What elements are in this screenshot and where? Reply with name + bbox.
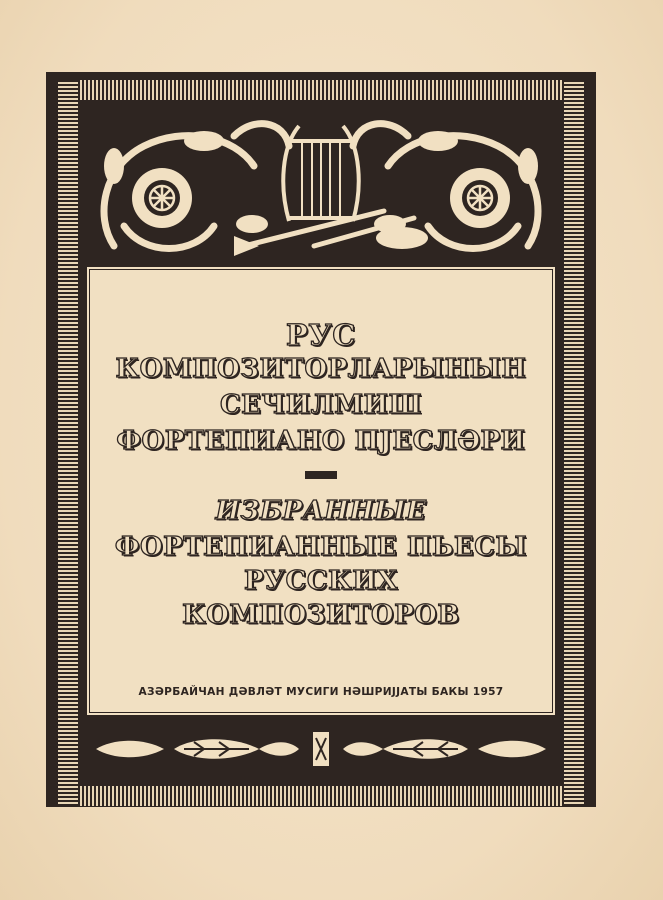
title-line-2: КОМПОЗИТОРЛАРЫНЫН xyxy=(115,354,527,384)
title-line-3: СЕЧИЛМИШ xyxy=(219,390,423,420)
frame-border-bottom xyxy=(58,786,584,806)
title-panel xyxy=(86,266,556,716)
leaf-frieze-icon xyxy=(84,720,558,778)
title-line-6: ФОРТЕПИАННЫЕ ПЬЕСЫ xyxy=(114,532,528,562)
frame-border-top xyxy=(58,80,584,100)
lyre-ornament-icon xyxy=(84,106,558,261)
title-line-5: ИЗБРАННЫЕ xyxy=(215,496,427,526)
title-line-1: РУС xyxy=(286,318,356,352)
title-line-8: КОМПОЗИТОРОВ xyxy=(182,600,460,630)
frame-border-right xyxy=(564,80,584,806)
frame-border-left xyxy=(58,80,78,806)
title-line-7: РУССКИХ xyxy=(244,566,398,596)
title-separator xyxy=(305,471,337,479)
publisher-line: АЗӘРБАЙЧАН ДӘВЛӘТ МУСИГИ НӘШРИЈЈАТЫ БАКЫ 1957 xyxy=(138,686,504,698)
title-line-4: ФОРТЕПИАНО ПЈЕСЛӘРИ xyxy=(116,426,526,456)
